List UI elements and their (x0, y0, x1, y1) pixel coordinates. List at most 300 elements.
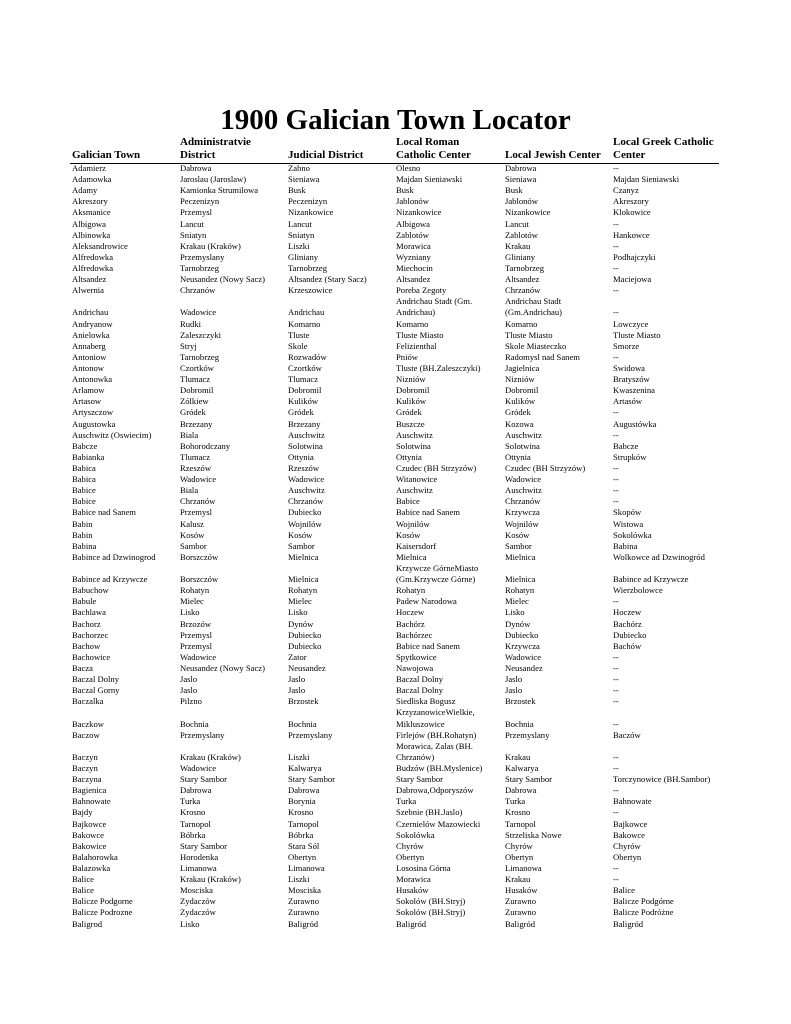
cell-greek-catholic-center: -- (613, 785, 619, 796)
cell-administrative-district: Przemysl (180, 207, 212, 218)
cell-roman-catholic-center: Krzywcze GórneMiasto (Gm.Krzywcze Górne) (396, 562, 479, 585)
cell-greek-catholic-center: -- (613, 474, 619, 485)
cell-administrative-district: Zólkiew (180, 396, 209, 407)
table-row (0, 207, 791, 218)
cell-greek-catholic-center: -- (613, 485, 619, 496)
cell-judicial-district: Baligród (288, 918, 319, 929)
cell-greek-catholic-center: -- (613, 862, 619, 873)
cell-administrative-district: Gródek (180, 407, 206, 418)
cell-judicial-district: Andrichau (288, 307, 325, 318)
cell-greek-catholic-center: -- (613, 351, 619, 362)
table-row (0, 841, 791, 852)
cell-jewish-center: Strzeliska Nowe (505, 829, 562, 840)
cell-administrative-district: Sniatyn (180, 229, 207, 240)
cell-greek-catholic-center: -- (613, 462, 619, 473)
table-row (0, 474, 791, 485)
cell-galician-town: Baczkow (72, 718, 104, 729)
cell-jewish-center: Tarnopol (505, 818, 536, 829)
cell-greek-catholic-center: Akreszory (613, 196, 649, 207)
cell-greek-catholic-center: -- (613, 429, 619, 440)
cell-judicial-district: Chrzanów (288, 496, 324, 507)
header-roman-catholic-center: Local Roman Catholic Center (396, 136, 471, 161)
cell-administrative-district: Przemyslany (180, 251, 225, 262)
cell-roman-catholic-center: Szebnie (BH.Jaslo) (396, 807, 463, 818)
table-row (0, 230, 791, 241)
table-row (0, 252, 791, 263)
cell-greek-catholic-center: Augustówka (613, 418, 657, 429)
cell-jewish-center: Skole Miasteczko (505, 340, 567, 351)
cell-greek-catholic-center: Tluste Miasto (613, 329, 661, 340)
cell-administrative-district: Lisko (180, 607, 200, 618)
cell-galician-town: Babianka (72, 451, 105, 462)
table-row (0, 663, 791, 674)
cell-jewish-center: Nizankowice (505, 207, 551, 218)
cell-galician-town: Babcze (72, 440, 98, 451)
table-row (0, 774, 791, 785)
cell-administrative-district: Krakau (Kraków) (180, 240, 241, 251)
cell-judicial-district: Przemyslany (288, 729, 333, 740)
cell-judicial-district: Krzeszowice (288, 285, 333, 296)
cell-greek-catholic-center: Chyrów (613, 840, 641, 851)
cell-galician-town: Babince ad Krzywcze (72, 574, 148, 585)
table-row (0, 396, 791, 407)
cell-galician-town: Babin (72, 518, 93, 529)
cell-roman-catholic-center: Hoczew (396, 607, 425, 618)
cell-roman-catholic-center: Kosów (396, 529, 421, 540)
cell-galician-town: Babice nad Sanem (72, 507, 136, 518)
cell-judicial-district: Auschwitz (288, 485, 325, 496)
cell-galician-town: Alfredowka (72, 251, 114, 262)
table-row (0, 641, 791, 652)
table-row (0, 596, 791, 607)
cell-administrative-district: Lancut (180, 218, 204, 229)
cell-judicial-district: Neusandez (288, 662, 326, 673)
cell-administrative-district: Dobromil (180, 385, 214, 396)
cell-judicial-district: Rohatyn (288, 585, 318, 596)
cell-roman-catholic-center: Andrichau Stadt (Gm. Andrichau) (396, 296, 473, 318)
cell-jewish-center: Wadowice (505, 474, 542, 485)
cell-administrative-district: Czortków (180, 362, 214, 373)
table-row (0, 785, 791, 796)
cell-jewish-center: Jaslo (505, 685, 523, 696)
cell-galician-town: Baczal Gorny (72, 685, 120, 696)
cell-greek-catholic-center: Skopów (613, 507, 642, 518)
cell-roman-catholic-center: Mielnica (396, 551, 427, 562)
cell-jewish-center: Nizniów (505, 374, 535, 385)
cell-greek-catholic-center: Bachów (613, 640, 642, 651)
cell-jewish-center: Altsandez (505, 274, 540, 285)
cell-roman-catholic-center: Baczal Dolny (396, 685, 444, 696)
cell-jewish-center: Solotwina (505, 440, 540, 451)
cell-galician-town: Bajkowce (72, 818, 107, 829)
cell-greek-catholic-center: Hoczew (613, 607, 642, 618)
cell-roman-catholic-center: Nizankowice (396, 207, 442, 218)
table-row (0, 807, 791, 818)
cell-administrative-district: Bóbrka (180, 829, 206, 840)
cell-roman-catholic-center: Czernielów Mazowiecki (396, 818, 481, 829)
cell-roman-catholic-center: Sokolów (BH.Stryj) (396, 896, 466, 907)
cell-roman-catholic-center: Komarno (396, 318, 429, 329)
cell-judicial-district: Tarnopol (288, 818, 319, 829)
cell-galician-town: Alwernia (72, 285, 104, 296)
cell-galician-town: Bakowce (72, 829, 104, 840)
cell-greek-catholic-center: -- (613, 218, 619, 229)
table-row (0, 919, 791, 930)
table-row (0, 319, 791, 330)
cell-galician-town: Annaberg (72, 340, 106, 351)
cell-greek-catholic-center: Dubiecko (613, 629, 647, 640)
cell-jewish-center: Chyrów (505, 840, 533, 851)
cell-administrative-district: Wadowice (180, 651, 217, 662)
table-row (0, 819, 791, 830)
cell-roman-catholic-center: Babice nad Sanem (396, 640, 460, 651)
cell-greek-catholic-center: Bajkowce (613, 818, 648, 829)
cell-administrative-district: Kamionka Strumilowa (180, 185, 259, 196)
cell-galician-town: Bachowice (72, 651, 111, 662)
cell-greek-catholic-center: Hankowce (613, 229, 650, 240)
cell-judicial-district: Zator (288, 651, 307, 662)
cell-greek-catholic-center: Smorze (613, 340, 640, 351)
cell-administrative-district: Chrzanów (180, 496, 216, 507)
cell-jewish-center: Chrzanów (505, 285, 541, 296)
cell-greek-catholic-center: Bachórz (613, 618, 642, 629)
cell-administrative-district: Przemyslany (180, 729, 225, 740)
cell-judicial-district: Liszki (288, 240, 310, 251)
table-row (0, 685, 791, 696)
header-administrative-district: Administratvie District (180, 136, 251, 161)
table-row (0, 196, 791, 207)
cell-roman-catholic-center: Olesno (396, 163, 421, 173)
cell-greek-catholic-center: -- (613, 496, 619, 507)
cell-administrative-district: Jaroslau (Jaroslaw) (180, 174, 247, 185)
cell-galician-town: Augustowka (72, 418, 116, 429)
cell-roman-catholic-center: Babice (396, 496, 420, 507)
cell-jewish-center: Lancut (505, 218, 529, 229)
cell-judicial-district: Gródek (288, 407, 314, 418)
table-row (0, 263, 791, 274)
table-row (0, 385, 791, 396)
cell-jewish-center: Lisko (505, 607, 525, 618)
cell-roman-catholic-center: Morawica (396, 874, 431, 885)
cell-greek-catholic-center: -- (613, 651, 619, 662)
cell-galician-town: Artasow (72, 396, 102, 407)
cell-judicial-district: Czortków (288, 362, 322, 373)
cell-jewish-center: Czudec (BH Strzyzów) (505, 462, 586, 473)
cell-jewish-center: Turka (505, 796, 526, 807)
cell-roman-catholic-center: Obertyn (396, 851, 425, 862)
cell-jewish-center: Auschwitz (505, 429, 542, 440)
cell-administrative-district: Jaslo (180, 685, 198, 696)
table-row (0, 796, 791, 807)
cell-administrative-district: Horodenka (180, 851, 219, 862)
table-row (0, 863, 791, 874)
cell-administrative-district: Krosno (180, 807, 206, 818)
cell-galician-town: Albigowa (72, 218, 106, 229)
table-row (0, 741, 791, 763)
cell-roman-catholic-center: Dobromil (396, 385, 430, 396)
cell-judicial-district: Auschwitz (288, 429, 325, 440)
cell-galician-town: Adamierz (72, 163, 106, 173)
cell-judicial-district: Dubiecko (288, 629, 322, 640)
cell-galician-town: Babice (72, 485, 96, 496)
cell-administrative-district: Brzezany (180, 418, 213, 429)
cell-judicial-district: Peczenizyn (288, 196, 328, 207)
cell-galician-town: Bachow (72, 640, 101, 651)
cell-galician-town: Auschwitz (Oswiecim) (72, 429, 152, 440)
cell-administrative-district: Bochnia (180, 718, 209, 729)
cell-greek-catholic-center: Balicze Podróżne (613, 907, 674, 918)
table-row (0, 419, 791, 430)
table-row (0, 341, 791, 352)
cell-judicial-district: Kosów (288, 529, 313, 540)
cell-jewish-center: Przemyslany (505, 729, 550, 740)
cell-administrative-district: Sambor (180, 540, 207, 551)
cell-roman-catholic-center: Wojnilów (396, 518, 430, 529)
cell-roman-catholic-center: Sokolów (BH.Stryj) (396, 907, 466, 918)
table-row (0, 619, 791, 630)
cell-administrative-district: Zaleszczyki (180, 329, 222, 340)
cell-roman-catholic-center: Morawica, Zalas (BH. Chrzanów) (396, 740, 473, 762)
table-row (0, 507, 791, 518)
cell-administrative-district: Zydaczów (180, 896, 216, 907)
cell-jewish-center: Auschwitz (505, 485, 542, 496)
cell-galician-town: Antoniow (72, 351, 107, 362)
cell-administrative-district: Jaslo (180, 674, 198, 685)
cell-roman-catholic-center: Budzów (BH.Myslenice) (396, 762, 483, 773)
cell-roman-catholic-center: Altsandez (396, 274, 431, 285)
cell-roman-catholic-center: Firlejów (BH.Rohatyn) (396, 729, 477, 740)
cell-administrative-district: Borszczów (180, 574, 219, 585)
cell-administrative-district: Pilzno (180, 696, 202, 707)
cell-greek-catholic-center: Kwaszenina (613, 385, 655, 396)
cell-roman-catholic-center: Felizienthal (396, 340, 437, 351)
cell-judicial-district: Busk (288, 185, 306, 196)
table-row (0, 830, 791, 841)
cell-judicial-district: Rzeszów (288, 462, 320, 473)
cell-judicial-district: Ottynia (288, 451, 314, 462)
cell-roman-catholic-center: Sokolówka (396, 829, 435, 840)
cell-jewish-center: Andrichau Stadt (Gm.Andrichau) (505, 296, 563, 318)
cell-greek-catholic-center: Wistowa (613, 518, 644, 529)
cell-roman-catholic-center: KrzyzanowiceWielkie, Mikluszowice (396, 707, 475, 729)
cell-administrative-district: Limanowa (180, 862, 217, 873)
cell-jewish-center: Tarnobrzeg (505, 262, 545, 273)
cell-roman-catholic-center: Stary Sambor (396, 774, 444, 785)
cell-administrative-district: Dabrowa (180, 163, 212, 173)
cell-roman-catholic-center: Kulików (396, 396, 427, 407)
cell-judicial-district: Liszki (288, 751, 310, 762)
table-row (0, 885, 791, 896)
cell-judicial-district: Komarno (288, 318, 321, 329)
cell-galician-town: Arlamow (72, 385, 105, 396)
cell-galician-town: Bachorzec (72, 629, 109, 640)
cell-galician-town: Baligrod (72, 918, 103, 929)
cell-roman-catholic-center: Miechocin (396, 262, 433, 273)
cell-jewish-center: Dubiecko (505, 629, 539, 640)
cell-jewish-center: Dabrowa (505, 163, 537, 173)
cell-jewish-center: Obertyn (505, 851, 534, 862)
cell-jewish-center: Zurawno (505, 896, 537, 907)
cell-jewish-center: Dynów (505, 618, 531, 629)
cell-roman-catholic-center: Auschwitz (396, 485, 433, 496)
cell-roman-catholic-center: Babice nad Sanem (396, 507, 460, 518)
cell-greek-catholic-center: Wolkowce ad Dzwinogród (613, 551, 705, 562)
cell-judicial-district: Tluste (288, 329, 310, 340)
cell-administrative-district: Tarnobrzeg (180, 351, 220, 362)
cell-judicial-district: Brzostek (288, 696, 319, 707)
cell-galician-town: Andryanow (72, 318, 113, 329)
cell-greek-catholic-center: Bratyszów (613, 374, 650, 385)
cell-jewish-center: Brzostek (505, 696, 536, 707)
cell-greek-catholic-center: Baligród (613, 918, 644, 929)
cell-jewish-center: Krzywcza (505, 640, 540, 651)
cell-administrative-district: Przemysl (180, 640, 212, 651)
cell-judicial-district: Lisko (288, 607, 308, 618)
cell-greek-catholic-center: Maciejowa (613, 274, 652, 285)
cell-administrative-district: Tlumacz (180, 374, 211, 385)
table-row (0, 274, 791, 285)
cell-administrative-district: Tarnopol (180, 818, 211, 829)
cell-galician-town: Babin (72, 529, 93, 540)
cell-greek-catholic-center: -- (613, 662, 619, 673)
cell-roman-catholic-center: Buszcze (396, 418, 425, 429)
cell-administrative-district: Wadowice (180, 307, 217, 318)
cell-greek-catholic-center: -- (613, 685, 619, 696)
cell-administrative-district: Neusandez (Nowy Sacz) (180, 662, 265, 673)
cell-administrative-district: Brzozów (180, 618, 212, 629)
cell-roman-catholic-center: Jablonów (396, 196, 429, 207)
cell-administrative-district: Bohorodczany (180, 440, 231, 451)
table-row (0, 896, 791, 907)
table-row (0, 585, 791, 596)
cell-judicial-district: Gliniany (288, 251, 319, 262)
cell-jewish-center: Gliniany (505, 251, 536, 262)
cell-greek-catholic-center: -- (613, 596, 619, 607)
cell-galician-town: Antonowka (72, 374, 113, 385)
table-row (0, 730, 791, 741)
cell-jewish-center: Komarno (505, 318, 538, 329)
cell-roman-catholic-center: Albigowa (396, 218, 430, 229)
cell-jewish-center: Wadowice (505, 651, 542, 662)
cell-jewish-center: Neusandez (505, 662, 543, 673)
cell-galician-town: Babice (72, 496, 96, 507)
cell-greek-catholic-center: Majdan Sieniawski (613, 174, 680, 185)
cell-roman-catholic-center: Witanowice (396, 474, 438, 485)
cell-administrative-district: Tlumacz (180, 451, 211, 462)
cell-galician-town: Bachlawa (72, 607, 106, 618)
cell-jewish-center: Jaslo (505, 674, 523, 685)
cell-greek-catholic-center: Babcze (613, 440, 639, 451)
cell-administrative-district: Neusandez (Nowy Sacz) (180, 274, 265, 285)
cell-administrative-district: Stary Sambor (180, 774, 228, 785)
cell-judicial-district: Sambor (288, 540, 315, 551)
cell-judicial-district: Stary Sambor (288, 774, 336, 785)
cell-administrative-district: Rzeszów (180, 462, 212, 473)
cell-jewish-center: Zurawno (505, 907, 537, 918)
cell-judicial-district: Liszki (288, 874, 310, 885)
cell-jewish-center: Mielnica (505, 551, 536, 562)
cell-roman-catholic-center: Bachórz (396, 618, 425, 629)
cell-roman-catholic-center: Husaków (396, 885, 429, 896)
cell-administrative-district: Wadowice (180, 762, 217, 773)
cell-galician-town: Aleksandrowice (72, 240, 128, 251)
cell-galician-town: Balicze Podrozne (72, 907, 133, 918)
cell-judicial-district: Kulików (288, 396, 319, 407)
cell-jewish-center: Ottynia (505, 451, 531, 462)
cell-jewish-center: Krakau (505, 751, 531, 762)
table-row (0, 552, 791, 563)
cell-roman-catholic-center: Wyzniany (396, 251, 431, 262)
cell-judicial-district: Tarnobrzeg (288, 262, 328, 273)
cell-jewish-center: Sieniawa (505, 174, 537, 185)
cell-greek-catholic-center: Balicze Podgórne (613, 896, 674, 907)
table-row (0, 541, 791, 552)
cell-galician-town: Baczal Dolny (72, 674, 120, 685)
table-row (0, 852, 791, 863)
table-row (0, 496, 791, 507)
page-title: 1900 Galician Town Locator (220, 104, 571, 136)
cell-judicial-district: Obertyn (288, 851, 317, 862)
table-row (0, 185, 791, 196)
cell-administrative-district: Rudki (180, 318, 202, 329)
cell-jewish-center: Mielnica (505, 574, 536, 585)
cell-judicial-district: Stara Sól (288, 840, 320, 851)
table-row (0, 607, 791, 618)
cell-roman-catholic-center: Nawojowa (396, 662, 434, 673)
cell-jewish-center: Bochnia (505, 718, 534, 729)
cell-judicial-district: Bochnia (288, 718, 317, 729)
cell-jewish-center: Kozowa (505, 418, 534, 429)
cell-galician-town: Balice (72, 885, 94, 896)
cell-judicial-district: Dabrowa (288, 785, 320, 796)
cell-administrative-district: Dabrowa (180, 785, 212, 796)
cell-galician-town: Aksmanice (72, 207, 111, 218)
cell-roman-catholic-center: Siedliska Bogusz (396, 696, 456, 707)
table-row (0, 696, 791, 707)
cell-jewish-center: Krzywcza (505, 507, 540, 518)
cell-greek-catholic-center: Swidowa (613, 362, 645, 373)
table-row (0, 463, 791, 474)
cell-greek-catholic-center: -- (613, 762, 619, 773)
table-row (0, 219, 791, 230)
cell-jewish-center: Wojnilów (505, 518, 539, 529)
cell-greek-catholic-center: Babina (613, 540, 638, 551)
cell-administrative-district: Tarnobrzeg (180, 262, 220, 273)
cell-greek-catholic-center: -- (613, 718, 619, 729)
cell-galician-town: Baczyn (72, 762, 98, 773)
cell-greek-catholic-center: Bahnowate (613, 796, 652, 807)
cell-judicial-district: Dubiecko (288, 507, 322, 518)
table-row (0, 452, 791, 463)
table-row (0, 374, 791, 385)
cell-judicial-district: Brzezany (288, 418, 321, 429)
table-row (0, 430, 791, 441)
cell-judicial-district: Sniatyn (288, 229, 315, 240)
table-row (0, 407, 791, 418)
cell-galician-town: Antonow (72, 362, 104, 373)
cell-jewish-center: Krakau (505, 240, 531, 251)
cell-judicial-district: Lancut (288, 218, 312, 229)
cell-roman-catholic-center: Poreba Zegoty (396, 285, 447, 296)
cell-roman-catholic-center: Kaisersdorf (396, 540, 437, 551)
table-row (0, 874, 791, 885)
table-row (0, 441, 791, 452)
cell-galician-town: Balicze Podgorne (72, 896, 133, 907)
header-galician-town: Galician Town (72, 149, 141, 161)
cell-jewish-center: Baligród (505, 918, 536, 929)
cell-judicial-district: Zurawno (288, 907, 320, 918)
cell-administrative-district: Krakau (Kraków) (180, 874, 241, 885)
